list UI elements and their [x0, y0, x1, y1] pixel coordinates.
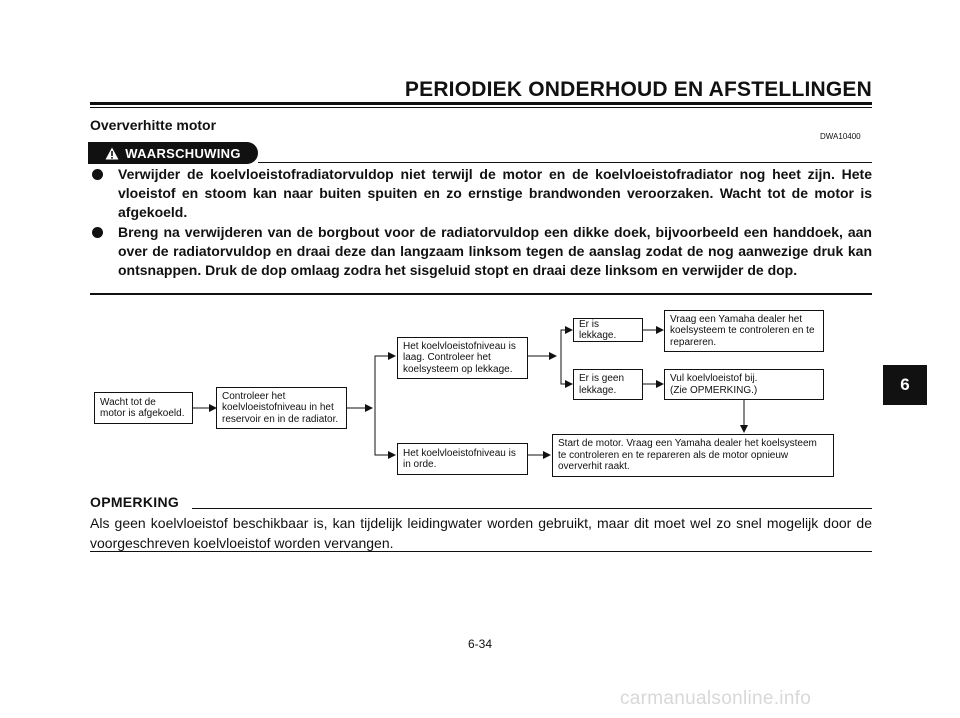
flow-box-low-level: Het koelvloeistofniveau is laag. Controleer het koelsysteem op lekkage. [397, 337, 528, 379]
split-line [561, 330, 570, 384]
note-body: Als geen koelvloeistof beschikbaar is, kan tijdelijk leidingwater worden gebruikt, maar dit moet wel zo snel mogelijk door de voorgeschreven koelvloeistof worden vervangen. [90, 515, 872, 551]
document-code: DWA10400 [820, 132, 861, 141]
warning-badge [88, 142, 258, 164]
note-divider [192, 508, 872, 509]
flow-box-check: Controleer het koelvloeistofniveau in het reservoir en in de radiator. [216, 387, 347, 429]
warning-bottom-divider [90, 293, 872, 295]
flow-box-ask-dealer: Vraag een Yamaha dealer het koelsysteem te controleren en te repareren. [664, 310, 824, 352]
header-divider [90, 102, 872, 105]
flow-box-restart: Start de motor. Vraag een Yamaha dealer het koelsysteem te controleren en te repareren als de motor opnieuw oververhit raakt. [552, 434, 834, 477]
warning-item [90, 165, 872, 222]
chapter-tab[interactable]: 6 [883, 365, 927, 405]
flow-box-start: Wacht tot de motor is afgekoeld. [94, 392, 193, 424]
flow-box-no-leak: Er is geen lekkage. [573, 369, 643, 400]
page-header-title: PERIODIEK ONDERHOUD EN AFSTELLINGEN [404, 78, 872, 101]
warning-triangle-icon [105, 147, 119, 160]
page-number: 6-34 [467, 637, 493, 651]
watermark: carmanualsonline.info [620, 688, 812, 709]
bullet-icon [92, 227, 103, 238]
flow-box-ok-level: Het koelvloeistofniveau is in orde. [397, 443, 528, 475]
header-divider-thin [90, 107, 872, 108]
bullet-icon [92, 169, 103, 180]
branch-line [375, 356, 386, 455]
warning-item [90, 223, 872, 280]
flow-box-refill: Vul koelvloeistof bij. (Zie OPMERKING.) [664, 369, 824, 400]
section-title: Oververhitte motor [90, 117, 217, 133]
note-bottom-divider [90, 551, 872, 552]
note-title: OPMERKING [90, 494, 180, 510]
warning-divider [258, 162, 872, 163]
warning-label: WAARSCHUWING [125, 145, 241, 161]
warning-item-text: Verwijder de koelvloeistofradiatorvuldop niet terwijl de motor en de koelvloeistofradiator nog heet zijn. Hete vloeistof en stoom kan naar buiten spuiten en zo ernstige brandwonden veroorzaken. Wacht tot de motor is afgekoeld. [118, 166, 872, 220]
warning-list [90, 165, 872, 280]
flow-box-leak: Er is lekkage. [573, 318, 643, 342]
warning-item-text: Breng na verwijderen van de borgbout voor de radiatorvuldop een dikke doek, bijvoorbeeld een handdoek, aan over de radiatorvuldop en draai deze dan langzaam linksom tegen de aanslag zodat de nog aanwezige druk kan ontsnappen. Druk de dop omlaag zodra het sisgeluid stopt en draai deze linksom en verwijder de dop. [118, 224, 872, 278]
